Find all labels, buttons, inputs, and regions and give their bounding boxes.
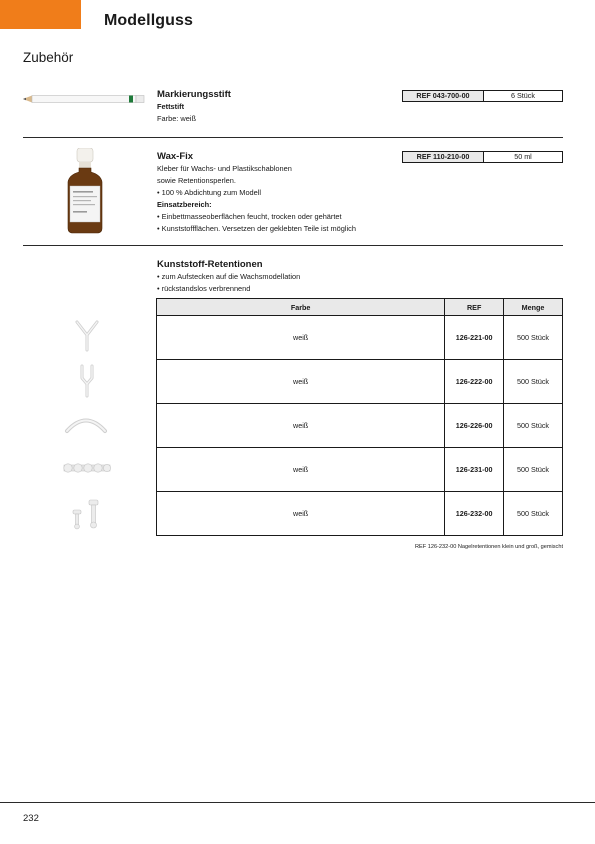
cell-ref: 126-232-00	[445, 492, 504, 536]
divider	[23, 245, 563, 246]
cell-menge: 500 Stück	[504, 404, 563, 448]
product-name: Kunststoff-Retentionen	[157, 259, 263, 270]
column-header-menge: Menge	[504, 299, 563, 316]
column-header-ref: REF	[445, 299, 504, 316]
product-detail: • zum Aufstecken auf die Wachsmodellation	[157, 272, 301, 281]
cell-ref: 126-222-00	[445, 360, 504, 404]
ref-box-wax-fix	[402, 151, 563, 163]
product-retentions	[157, 259, 300, 295]
product-name: Markierungsstift	[157, 89, 231, 100]
usage-heading: Einsatzbereich:	[157, 200, 212, 209]
table-row	[157, 316, 563, 360]
footnote: REF 126-232-00 Nagelretentionen klein und groß, gemischt	[414, 544, 563, 550]
divider	[23, 137, 563, 138]
cell-farbe: weiß	[157, 360, 445, 404]
cell-ref: 126-226-00	[445, 404, 504, 448]
cell-menge: 500 Stück	[504, 448, 563, 492]
usage-item: • Einbettmasseoberflächen feucht, trocken oder gehärtet	[157, 212, 342, 221]
product-name: Wax-Fix	[157, 151, 194, 162]
ref-box-marker-pencil	[402, 90, 563, 102]
cell-menge: 500 Stück	[504, 316, 563, 360]
ref-number: REF 110-210-00	[403, 152, 484, 162]
product-marker-pencil	[157, 89, 231, 125]
quantity: 6 Stück	[511, 91, 535, 100]
product-detail: Kleber für Wachs- und Plastikschablonen	[157, 164, 292, 173]
cell-farbe: weiß	[157, 316, 445, 360]
table-row	[157, 492, 563, 536]
table-row	[157, 404, 563, 448]
bead-strip-retention-icon	[62, 461, 112, 475]
cell-farbe: weiß	[157, 404, 445, 448]
retentions-table	[156, 298, 563, 536]
cell-farbe: weiß	[157, 492, 445, 536]
marker-pencil-icon	[23, 93, 145, 105]
product-wax-fix	[157, 151, 356, 235]
glue-bottle-icon	[66, 148, 104, 234]
product-subtitle: Fettstift	[157, 102, 185, 111]
fork-retention-icon	[76, 364, 98, 398]
product-detail: Farbe: weiß	[157, 114, 197, 123]
cell-ref: 126-231-00	[445, 448, 504, 492]
y-retention-icon	[74, 320, 100, 352]
table-row	[157, 360, 563, 404]
product-detail: sowie Retentionsperlen.	[157, 176, 236, 185]
product-detail: • rückstandslos verbrennend	[157, 284, 251, 293]
table-header-row	[157, 299, 563, 316]
cell-menge: 500 Stück	[504, 492, 563, 536]
column-header-farbe: Farbe	[157, 299, 445, 316]
nail-retention-icon	[70, 498, 106, 530]
header-accent-bar	[0, 0, 81, 29]
quantity: 50 ml	[514, 152, 532, 161]
arc-retention-icon	[64, 414, 108, 434]
table-row	[157, 448, 563, 492]
page-title: Modellguss	[104, 12, 194, 29]
cell-farbe: weiß	[157, 448, 445, 492]
product-detail: • 100 % Abdichtung zum Modell	[157, 188, 262, 197]
section-title: Zubehör	[23, 50, 74, 65]
cell-ref: 126-221-00	[445, 316, 504, 360]
cell-menge: 500 Stück	[504, 360, 563, 404]
ref-number: REF 043-700-00	[403, 91, 484, 101]
usage-item: • Kunststoffflächen. Versetzen der geklebten Teile ist möglich	[157, 224, 356, 233]
footer-divider	[0, 802, 595, 803]
page-number: 232	[23, 813, 39, 824]
